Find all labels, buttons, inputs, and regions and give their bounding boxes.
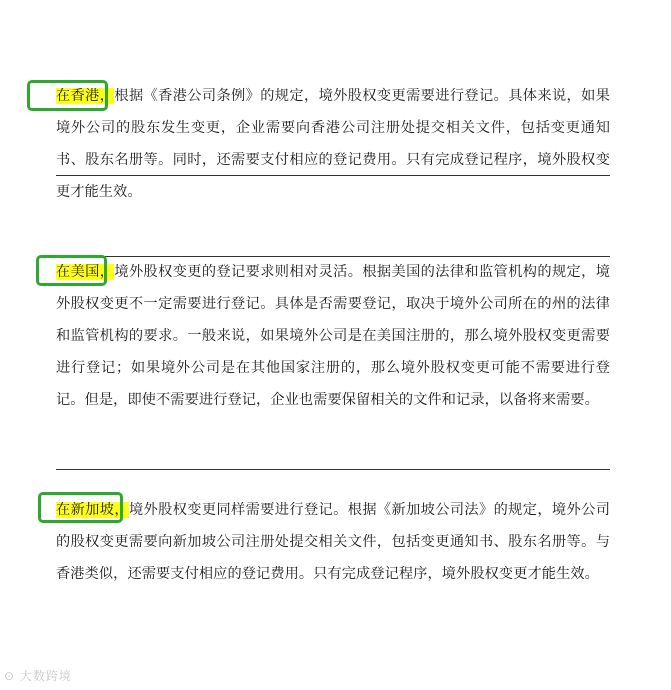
section-hong-kong xyxy=(56,80,610,208)
text-hong-kong: 根据《香港公司条例》的规定，境外股权变更需要进行登记。具体来说，如果境外公司的股东发生变更，企业需要向香港公司注册处提交相关文件，包括变更通知书、股东名册等。同时，还需要支付相应的登记费用。只有完成登记程序，境外股权变更才能生效。 xyxy=(56,88,611,200)
paragraph-singapore xyxy=(56,494,610,590)
paragraph-hong-kong xyxy=(56,80,610,208)
divider-line xyxy=(56,175,610,176)
paragraph-united-states xyxy=(56,256,610,416)
highlight-singapore: 在新加坡， xyxy=(56,502,129,518)
divider-line xyxy=(56,469,610,470)
section-united-states xyxy=(56,256,610,416)
highlight-united-states: 在美国， xyxy=(56,264,115,280)
callout-box-united-states xyxy=(36,255,107,286)
watermark-text: 大数跨境 xyxy=(19,669,72,683)
callout-box-singapore xyxy=(38,492,123,523)
highlight-hong-kong: 在香港， xyxy=(56,88,115,104)
watermark-logo xyxy=(4,667,72,684)
watermark-icon: ⊙ xyxy=(4,669,16,683)
callout-box-hong-kong xyxy=(27,80,108,111)
text-united-states: 境外股权变更的登记要求则相对灵活。根据美国的法律和监管机构的规定，境外股权变更不一定需要进行登记。具体是否需要登记，取决于境外公司所在的州的法律和监管机构的要求。一般来说，如果境外公司是在美国注册的，那么境外股权变更需要进行登记；如果境外公司是在其他国家注册的，那么境外股权变更可能不需要进行登记。但是，即使不需要进行登记，企业也需要保留相关的文件和记录，以备将来需要。 xyxy=(56,264,611,408)
text-singapore: 境外股权变更同样需要进行登记。根据《新加坡公司法》的规定，境外公司的股权变更需要向新加坡公司注册处提交相关文件，包括变更通知书、股东名册等。与香港类似，还需要支付相应的登记费用。只有完成登记程序，境外股权变更才能生效。 xyxy=(56,502,610,582)
section-singapore xyxy=(56,494,610,590)
